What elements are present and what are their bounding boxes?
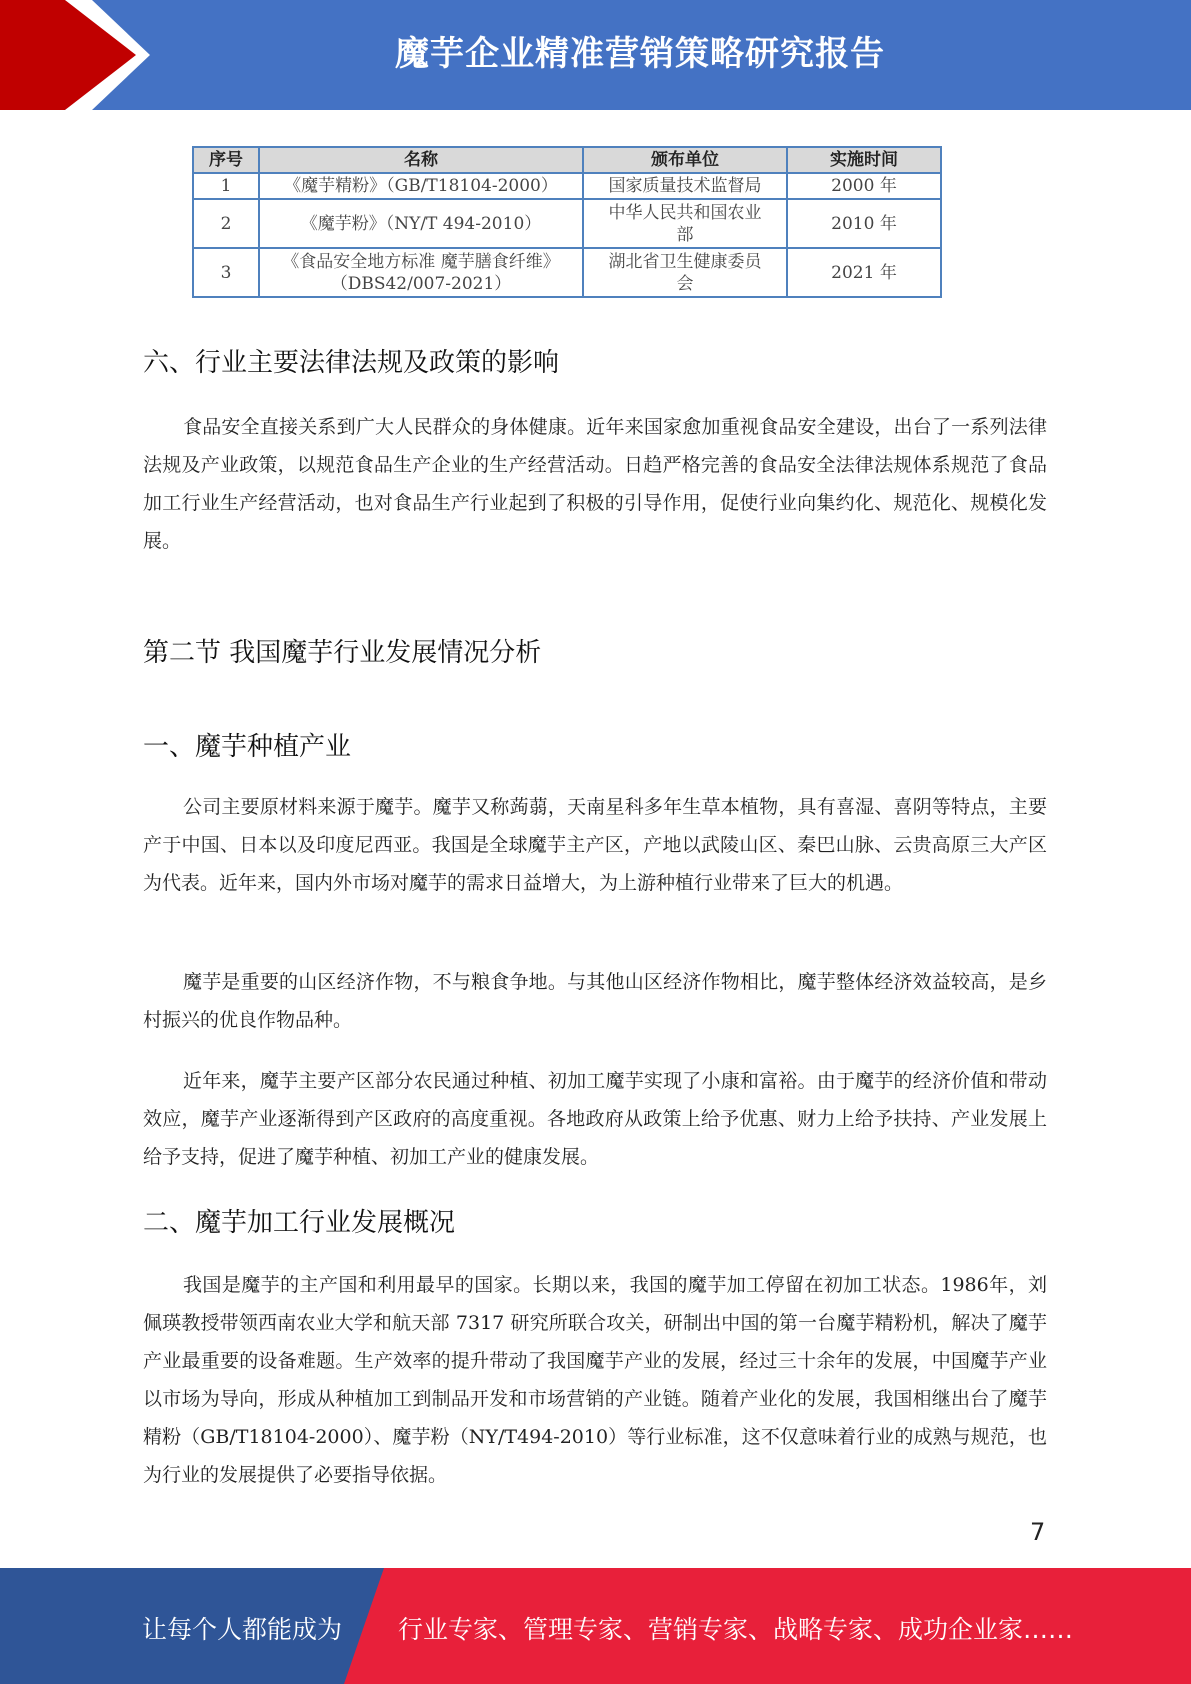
footer-slogan-right: 行业专家、管理专家、营销专家、战略专家、成功企业家…… [398,1615,1074,1644]
page-number: 7 [1030,1518,1046,1546]
cell-year: 2021 年 [787,248,941,297]
column-header-no: 序号 [193,147,259,173]
page-header [0,0,1191,110]
cell-name [259,173,583,199]
standards-table [192,146,942,298]
cell-name-line1: 《魔芋粉》（NY/T 494-2010） [300,213,542,234]
column-header-issuer: 颁布单位 [583,147,787,173]
footer-slogan-left: 让每个人都能成为 [142,1615,343,1644]
chapter-heading: 第二节 我国魔芋行业发展情况分析 [143,638,542,668]
section-heading-processing: 二、魔芋加工行业发展概况 [143,1208,456,1238]
cell-year: 2000 年 [787,173,941,199]
column-header-name: 名称 [259,147,583,173]
page-footer [0,1568,1191,1684]
cell-issuer-line2: 会 [676,273,694,294]
cell-issuer-line2: 部 [676,224,694,245]
paragraph-regulations: 食品安全直接关系到广大人民群众的身体健康。近年来国家愈加重视食品安全建设，出台了一系列法律法规及产业政策，以规范食品生产企业的生产经营活动。日趋严格完善的食品安全法律法规体系规范了食品加工行业生产经营活动，也对食品生产行业起到了积极的引导作用，促使行业向集约化、规范化、规模化发展。 [143,416,1047,552]
paragraph-processing: 我国是魔芋的主产国和利用最早的国家。长期以来，我国的魔芋加工停留在初加工状态。1986年，刘佩瑛教授带领西南农业大学和航天部 7317 研究所联合攻关，研制出中国的第一台魔芋精粉机，解决了魔芋产业最重要的设备难题。生产效率的提升带动了我国魔芋产业的发展，经过三十余年的发展，中国魔芋产业以市场为导向，形成从种植加工到制品开发和市场营销的产业链。随着产业化的发展，我国相继出台了魔芋精粉（GB/T18104-2000）、魔芋粉（NY/T494-2010）等行业标准，这不仅意味着行业的成熟与规范，也为行业的发展提供了必要指导依据。 [143,1274,1047,1486]
section-heading-regulations: 六、行业主要法律法规及政策的影响 [143,348,560,378]
cell-no: 1 [193,173,259,199]
cell-issuer [583,248,787,297]
cell-issuer-line1: 国家质量技术监督局 [608,176,762,196]
table-header-row [193,147,941,173]
cell-issuer-line1: 湖北省卫生健康委员 [608,251,762,272]
cell-name [259,248,583,297]
cell-issuer [583,173,787,199]
paragraph-planting-2: 魔芋是重要的山区经济作物，不与粮食争地。与其他山区经济作物相比，魔芋整体经济效益较高，是乡村振兴的优良作物品种。 [143,971,1047,1031]
cell-issuer-line1: 中华人民共和国农业 [608,202,762,223]
cell-name [259,199,583,248]
table-row [193,199,941,248]
cell-year: 2010 年 [787,199,941,248]
cell-name-line2: （DBS42/007-2021） [330,273,512,294]
table-row [193,248,941,297]
paragraph-planting-3: 近年来，魔芋主要产区部分农民通过种植、初加工魔芋实现了小康和富裕。由于魔芋的经济价值和带动效应，魔芋产业逐渐得到产区政府的高度重视。各地政府从政策上给予优惠、财力上给予扶持、产业发展上给予支持，促进了魔芋种植、初加工产业的健康发展。 [143,1070,1047,1168]
report-title: 魔芋企业精准营销策略研究报告 [395,34,885,74]
table-row [193,173,941,199]
column-header-date: 实施时间 [787,147,941,173]
paragraph-planting-1: 公司主要原材料来源于魔芋。魔芋又称蒟蒻，天南星科多年生草本植物，具有喜湿、喜阴等特点，主要产于中国、日本以及印度尼西亚。我国是全球魔芋主产区，产地以武陵山区、秦巴山脉、云贵高原三大产区为代表。近年来，国内外市场对魔芋的需求日益增大，为上游种植行业带来了巨大的机遇。 [143,796,1047,894]
cell-name-line1: 《魔芋精粉》（GB/T18104-2000） [284,176,558,196]
cell-issuer [583,199,787,248]
cell-name-line1: 《食品安全地方标准 魔芋膳食纤维》 [282,251,560,272]
cell-no: 3 [193,248,259,297]
section-heading-planting: 一、魔芋种植产业 [143,732,352,762]
cell-no: 2 [193,199,259,248]
